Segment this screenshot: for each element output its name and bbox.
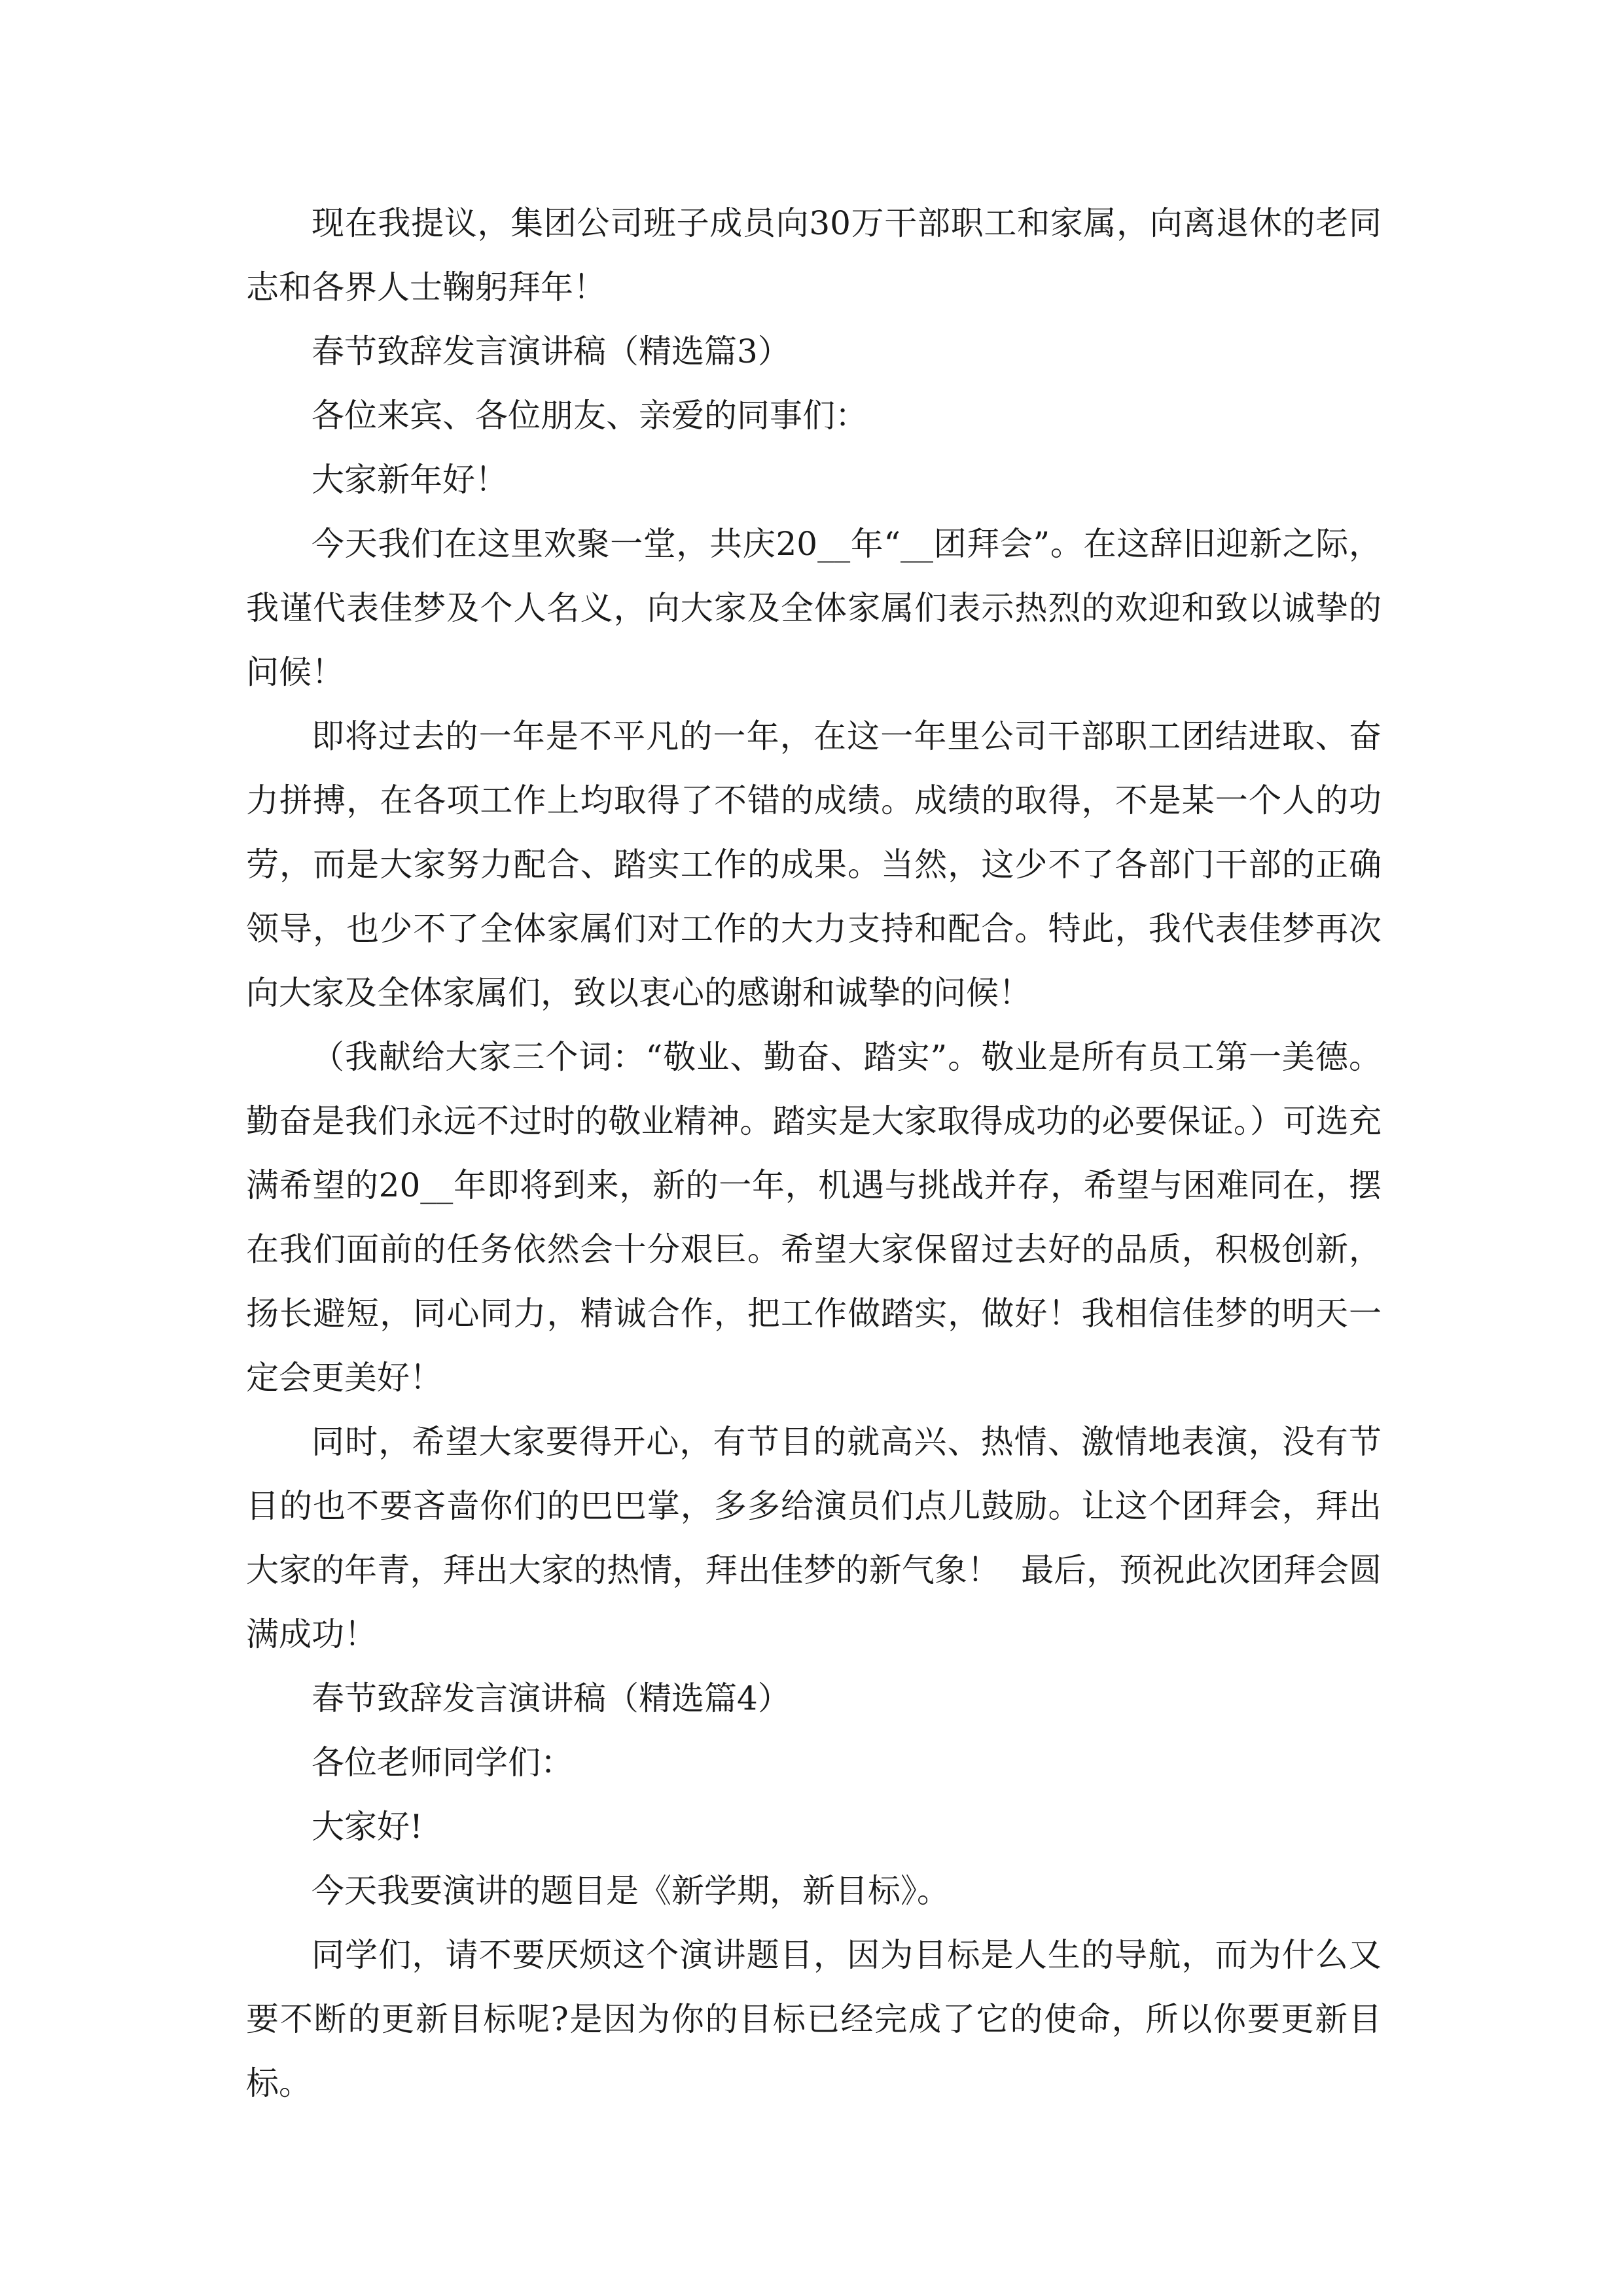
paragraph-closing-wishes: 同时，希望大家要得开心，有节目的就高兴、热情、激情地表演，没有节目的也不要吝啬你们的巴巴掌，多多给演员们点儿鼓励。让这个团拜会，拜出大家的年青，拜出大家的热情，拜出佳梦的新气象！ 最后，预祝此次团拜会圆满成功！ xyxy=(246,1423,1382,1653)
section-heading-part-4: 春节致辞发言演讲稿（精选篇4） xyxy=(312,1679,791,1717)
greeting-hello: 大家好! xyxy=(312,1808,423,1846)
paragraph-proposal: 现在我提议，集团公司班子成员向30万干部职工和家属，向离退休的老同志和各界人士鞠躬拜年！ xyxy=(246,204,1382,306)
paragraph-welcome: 今天我们在这里欢聚一堂，共庆20__年“__团拜会”。在这辞旧迎新之际，我谨代表佳梦及个人名义，向大家及全体家属们表示热烈的欢迎和致以诚挚的问候！ xyxy=(246,525,1382,691)
greeting-new-year: 大家新年好！ xyxy=(312,461,508,499)
paragraph-review-year: 即将过去的一年是不平凡的一年，在这一年里公司干部职工团结进取、奋力拼搏，在各项工作上均取得了不错的成绩。成绩的取得，不是某一个人的功劳，而是大家努力配合、踏实工作的成果。当然，这少不了各部门干部的正确领导，也少不了全体家属们对工作的大力支持和配合。特此，我代表佳梦再次向大家及全体家属们，致以衷心的感谢和诚挚的问候！ xyxy=(246,717,1382,1012)
document-body xyxy=(246,191,1382,2115)
salutation-guests: 各位来宾、各位朋友、亲爱的同事们： xyxy=(312,397,868,435)
paragraph-speech-topic: 今天我要演讲的题目是《新学期，新目标》。 xyxy=(312,1872,950,1910)
paragraph-three-words: （我献给大家三个词：“敬业、勤奋、踏实”。敬业是所有员工第一美德。勤奋是我们永远不过时的敬业精神。踏实是大家取得成功的必要保证。）可选充满希望的20__年即将到来，新的一年，机遇与挑战并存，希望与困难同在，摆在我们面前的任务依然会十分艰巨。希望大家保留过去好的品质，积极创新，扬长避短，同心同力，精诚合作，把工作做踏实，做好！我相信佳梦的明天一定会更美好！ xyxy=(246,1038,1382,1397)
section-heading-part-3: 春节致辞发言演讲稿（精选篇3） xyxy=(312,332,791,370)
salutation-teachers-students: 各位老师同学们： xyxy=(312,1744,573,1782)
paragraph-goals: 同学们，请不要厌烦这个演讲题目，因为目标是人生的导航，而为什么又要不断的更新目标呢?是因为你的目标已经完成了它的使命，所以你要更新目标。 xyxy=(246,1936,1382,2102)
